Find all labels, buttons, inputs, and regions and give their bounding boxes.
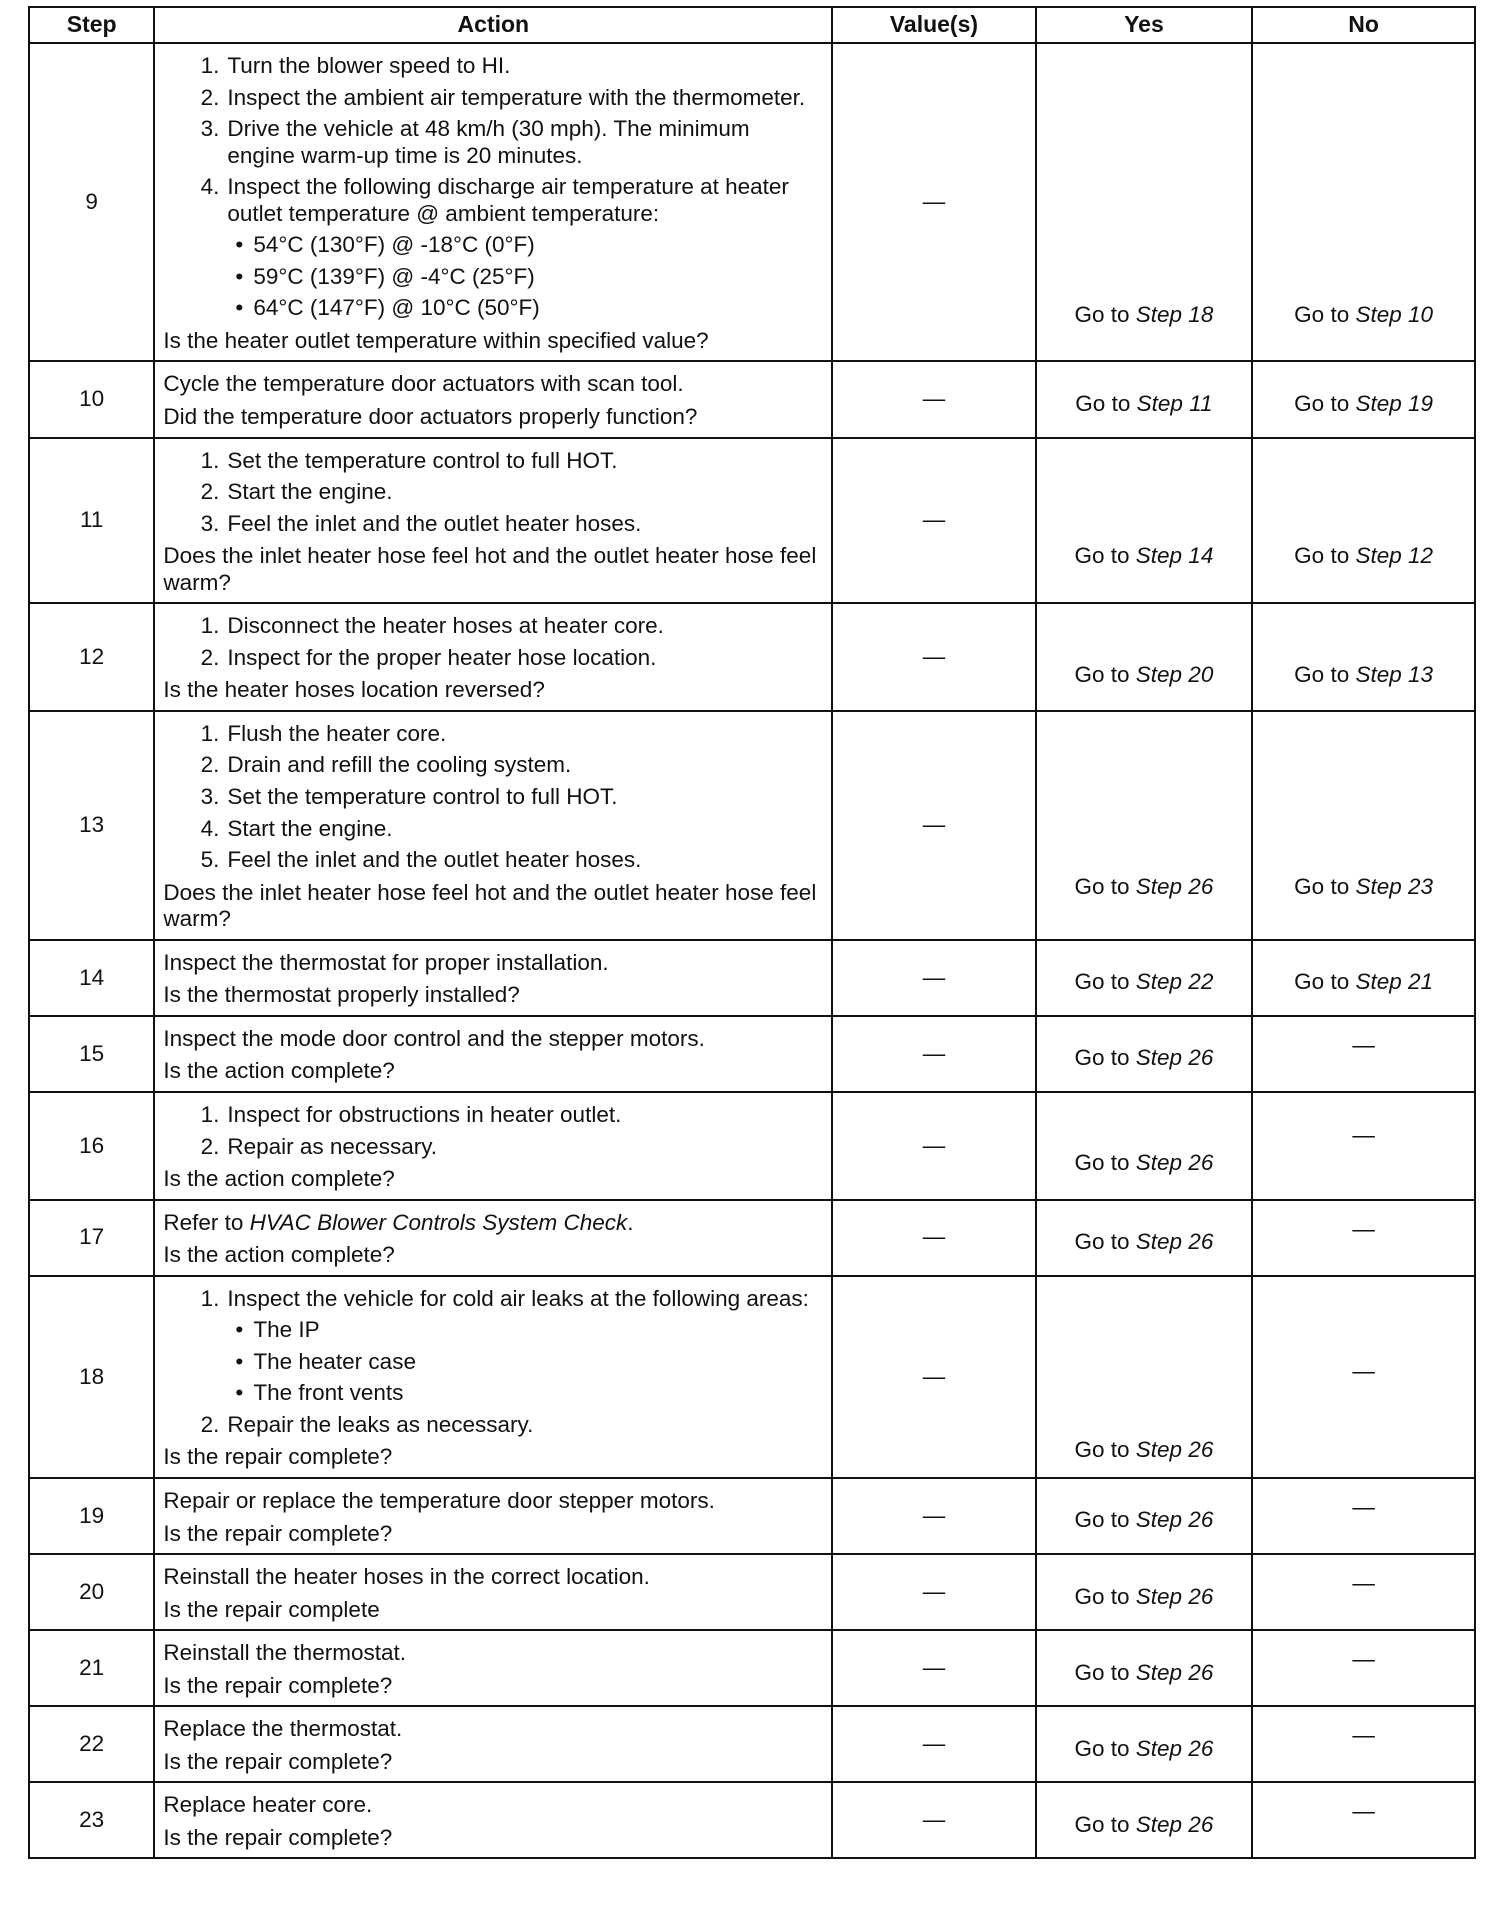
- numbered-item: [183, 174, 823, 227]
- value-cell: —: [832, 438, 1035, 604]
- value-cell: —: [832, 43, 1035, 361]
- goto-step: Step 26: [1135, 1437, 1214, 1463]
- goto-step: Step 13: [1355, 661, 1434, 687]
- question-text: Is the heater outlet temperature within specified value?: [163, 327, 709, 353]
- numbered-item: [183, 511, 823, 538]
- bullet-dot: •: [235, 295, 244, 321]
- no-dash: —: [1352, 1722, 1375, 1748]
- goto-step: Step 26: [1135, 1583, 1214, 1609]
- goto-step: Step 12: [1355, 543, 1434, 569]
- item-text: Inspect for obstructions in heater outlet.: [227, 1101, 622, 1127]
- no-cell-inner: [1253, 1555, 1474, 1613]
- goto-step: Step 10: [1355, 302, 1434, 328]
- no-goto-link[interactable]: [1253, 969, 1474, 996]
- yes-goto-link[interactable]: [1037, 1150, 1252, 1177]
- table-row: [29, 1554, 1475, 1630]
- refer-prefix: Refer to: [163, 1209, 250, 1235]
- diagnostic-table: [28, 6, 1476, 1859]
- no-cell: [1252, 1554, 1475, 1630]
- action-cell: [154, 43, 832, 361]
- no-cell: [1252, 603, 1475, 711]
- item-text: Disconnect the heater hoses at heater core.: [227, 613, 664, 639]
- no-cell-inner: [1253, 1479, 1474, 1537]
- table-row: [29, 711, 1475, 940]
- no-goto-link[interactable]: [1253, 302, 1474, 329]
- table-row: [29, 1782, 1475, 1858]
- no-goto-link[interactable]: [1253, 391, 1474, 418]
- goto-step: Step 18: [1135, 302, 1214, 328]
- action-cell: [154, 1554, 832, 1630]
- numbered-item: [183, 1412, 823, 1439]
- value-cell: —: [832, 1706, 1035, 1782]
- value-cell: —: [832, 1630, 1035, 1706]
- bullet-item: [235, 295, 823, 322]
- bullet-text: The IP: [253, 1317, 320, 1343]
- value-cell: —: [832, 1554, 1035, 1630]
- goto-prefix: Go to: [1074, 874, 1136, 900]
- yes-cell: [1036, 1706, 1253, 1782]
- item-text: Feel the inlet and the outlet heater hoses.: [227, 510, 642, 536]
- step-number: 21: [29, 1630, 154, 1706]
- no-dash: —: [1352, 1032, 1375, 1058]
- yes-cell-inner: [1037, 1783, 1252, 1841]
- question-text: Is the repair complete?: [163, 1444, 393, 1470]
- table-header-row: [29, 7, 1475, 43]
- question-text: Did the temperature door actuators properly function?: [163, 404, 698, 430]
- item-text: Set the temperature control to full HOT.: [227, 784, 618, 810]
- question-text: Is the action complete?: [163, 1058, 395, 1084]
- action-cell: [154, 1200, 832, 1276]
- yes-cell-inner: [1037, 1201, 1252, 1259]
- no-cell: [1252, 361, 1475, 437]
- no-goto-link[interactable]: [1253, 662, 1474, 689]
- goto-step: Step 26: [1135, 1811, 1214, 1837]
- yes-cell-inner: [1037, 1277, 1252, 1467]
- item-number: 3.: [200, 510, 220, 536]
- goto-prefix: Go to: [1074, 1229, 1136, 1255]
- numbered-item: [183, 645, 823, 672]
- numbered-item: [183, 613, 823, 640]
- goto-step: Step 26: [1135, 1659, 1214, 1685]
- question-text: Is the action complete?: [163, 1166, 395, 1192]
- value-cell: —: [832, 1478, 1035, 1554]
- action-line: Cycle the temperature door actuators with scan tool.: [163, 371, 684, 397]
- item-number: 3.: [200, 784, 220, 810]
- goto-step: Step 14: [1135, 543, 1214, 569]
- table-row: [29, 1630, 1475, 1706]
- item-text: Set the temperature control to full HOT.: [227, 447, 618, 473]
- yes-goto-link[interactable]: [1037, 1584, 1252, 1611]
- yes-cell-inner: [1037, 439, 1252, 573]
- goto-prefix: Go to: [1074, 1583, 1136, 1609]
- yes-cell: [1036, 603, 1253, 711]
- table-row: [29, 1706, 1475, 1782]
- yes-cell: [1036, 1630, 1253, 1706]
- item-number: 4.: [200, 174, 220, 200]
- no-cell: [1252, 1016, 1475, 1092]
- yes-cell-inner: [1037, 1479, 1252, 1537]
- item-number: 1.: [200, 720, 220, 746]
- item-text: Feel the inlet and the outlet heater hoses.: [227, 847, 642, 873]
- value-cell: —: [832, 361, 1035, 437]
- item-number: 3.: [200, 116, 220, 142]
- question-text: Does the inlet heater hose feel hot and the outlet heater hose feel warm?: [163, 879, 817, 932]
- diagnostic-table-sheet: [28, 6, 1476, 1859]
- goto-prefix: Go to: [1074, 302, 1136, 328]
- question-text: Is the repair complete?: [163, 1672, 393, 1698]
- yes-cell: [1036, 438, 1253, 604]
- goto-prefix: Go to: [1294, 543, 1356, 569]
- action-line: Replace the thermostat.: [163, 1716, 403, 1742]
- no-cell: [1252, 1276, 1475, 1478]
- question-text: Is the repair complete: [163, 1596, 380, 1622]
- numbered-item: [183, 85, 823, 112]
- step-number: 13: [29, 711, 154, 940]
- table-row: [29, 1276, 1475, 1478]
- bullet-dot: •: [235, 232, 244, 258]
- bullet-text: The front vents: [253, 1380, 404, 1406]
- bullet-dot: •: [235, 1380, 244, 1406]
- action-line: Repair or replace the temperature door stepper motors.: [163, 1487, 715, 1513]
- bullet-dot: •: [235, 1317, 244, 1343]
- action-cell: [154, 361, 832, 437]
- yes-cell-inner: [1037, 712, 1252, 904]
- no-dash: —: [1352, 1570, 1375, 1596]
- goto-prefix: Go to: [1074, 1045, 1136, 1071]
- header-action: Action: [154, 7, 832, 43]
- action-cell: [154, 711, 832, 940]
- yes-cell-inner: [1037, 362, 1252, 420]
- bullet-item: [235, 232, 823, 259]
- no-cell: [1252, 43, 1475, 361]
- table-row: [29, 1016, 1475, 1092]
- item-text: Drive the vehicle at 48 km/h (30 mph). The minimum engine warm-up time is 20 minutes.: [227, 116, 750, 168]
- yes-cell-inner: [1037, 1555, 1252, 1613]
- refer-suffix: .: [627, 1209, 634, 1235]
- item-number: 1.: [200, 613, 220, 639]
- step-number: 14: [29, 940, 154, 1016]
- no-cell: [1252, 1200, 1475, 1276]
- no-goto-link[interactable]: [1253, 874, 1474, 901]
- no-cell-inner: [1253, 1707, 1474, 1765]
- item-text: Repair as necessary.: [227, 1133, 438, 1159]
- question-text: Is the repair complete?: [163, 1520, 393, 1546]
- goto-step: Step 26: [1135, 874, 1214, 900]
- question-text: Is the action complete?: [163, 1242, 395, 1268]
- numbered-item: [183, 1134, 823, 1161]
- goto-prefix: Go to: [1074, 661, 1136, 687]
- yes-goto-link[interactable]: [1037, 1229, 1252, 1256]
- goto-step: Step 11: [1136, 390, 1213, 416]
- numbered-item: [183, 116, 823, 169]
- numbered-item: [183, 53, 823, 80]
- no-cell: [1252, 1630, 1475, 1706]
- no-cell-inner: [1253, 362, 1474, 420]
- bullet-item: [235, 1380, 823, 1407]
- bullet-text: 54°C (130°F) @ -18°C (0°F): [253, 232, 535, 258]
- goto-prefix: Go to: [1294, 874, 1356, 900]
- bullet-text: 64°C (147°F) @ 10°C (50°F): [253, 295, 540, 321]
- goto-step: Step 21: [1355, 969, 1434, 995]
- no-cell: [1252, 1706, 1475, 1782]
- yes-cell: [1036, 711, 1253, 940]
- yes-cell: [1036, 1782, 1253, 1858]
- goto-step: Step 19: [1355, 390, 1434, 416]
- goto-prefix: Go to: [1294, 390, 1356, 416]
- header-values: Value(s): [832, 7, 1035, 43]
- item-number: 1.: [200, 1285, 220, 1311]
- numbered-item: [183, 752, 823, 779]
- numbered-item: [183, 816, 823, 843]
- item-text: Inspect for the proper heater hose location.: [227, 644, 657, 670]
- yes-cell: [1036, 1276, 1253, 1478]
- no-cell-inner: [1253, 1277, 1474, 1467]
- yes-cell-inner: [1037, 1093, 1252, 1180]
- table-row: [29, 1200, 1475, 1276]
- goto-prefix: Go to: [1074, 1437, 1136, 1463]
- yes-goto-link[interactable]: [1037, 391, 1252, 418]
- step-number: 10: [29, 361, 154, 437]
- yes-goto-link[interactable]: [1037, 1736, 1252, 1763]
- yes-goto-link[interactable]: [1037, 1437, 1252, 1464]
- item-number: 4.: [200, 815, 220, 841]
- table-row: [29, 940, 1475, 1016]
- no-cell-inner: [1253, 1017, 1474, 1075]
- action-line: Replace heater core.: [163, 1792, 373, 1818]
- action-cell: [154, 1016, 832, 1092]
- value-cell: —: [832, 1092, 1035, 1200]
- action-line: [163, 1210, 823, 1237]
- no-dash: —: [1352, 1646, 1375, 1672]
- step-number: 15: [29, 1016, 154, 1092]
- no-cell: [1252, 438, 1475, 604]
- no-cell: [1252, 1478, 1475, 1554]
- value-cell: —: [832, 711, 1035, 940]
- action-cell: [154, 1276, 832, 1478]
- action-line: Inspect the mode door control and the stepper motors.: [163, 1025, 705, 1051]
- yes-cell-inner: [1037, 941, 1252, 999]
- goto-prefix: Go to: [1294, 302, 1356, 328]
- no-cell-inner: [1253, 712, 1474, 904]
- no-cell-inner: [1253, 1093, 1474, 1180]
- yes-cell-inner: [1037, 1707, 1252, 1765]
- action-cell: [154, 1630, 832, 1706]
- table-row: [29, 1478, 1475, 1554]
- step-number: 11: [29, 438, 154, 604]
- no-dash: —: [1352, 1494, 1375, 1520]
- action-cell: [154, 1782, 832, 1858]
- value-cell: —: [832, 603, 1035, 711]
- item-number: 1.: [200, 447, 220, 473]
- step-number: 19: [29, 1478, 154, 1554]
- yes-goto-link[interactable]: [1037, 1660, 1252, 1687]
- item-number: 5.: [200, 847, 220, 873]
- no-goto-link[interactable]: [1253, 543, 1474, 570]
- yes-cell: [1036, 940, 1253, 1016]
- no-cell-inner: [1253, 1201, 1474, 1259]
- table-row: [29, 43, 1475, 361]
- yes-cell: [1036, 1200, 1253, 1276]
- no-cell-inner: [1253, 44, 1474, 332]
- no-cell: [1252, 711, 1475, 940]
- goto-prefix: Go to: [1294, 661, 1356, 687]
- action-line: Reinstall the heater hoses in the correct location.: [163, 1564, 650, 1590]
- yes-goto-link[interactable]: [1037, 969, 1252, 996]
- value-cell: —: [832, 1016, 1035, 1092]
- yes-cell: [1036, 1016, 1253, 1092]
- numbered-item: [183, 448, 823, 475]
- question-text: Is the repair complete?: [163, 1748, 393, 1774]
- yes-goto-link[interactable]: [1037, 1045, 1252, 1072]
- numbered-item: [183, 1286, 823, 1313]
- yes-cell: [1036, 1554, 1253, 1630]
- bullet-text: The heater case: [253, 1348, 416, 1374]
- table-row: [29, 603, 1475, 711]
- action-cell: [154, 940, 832, 1016]
- no-cell: [1252, 940, 1475, 1016]
- action-cell: [154, 438, 832, 604]
- goto-step: Step 26: [1135, 1735, 1214, 1761]
- bullet-text: 59°C (139°F) @ -4°C (25°F): [253, 263, 535, 289]
- no-dash: —: [1352, 1799, 1375, 1825]
- goto-prefix: Go to: [1074, 543, 1136, 569]
- no-dash: —: [1352, 1216, 1375, 1242]
- yes-goto-link[interactable]: [1037, 662, 1252, 689]
- goto-prefix: Go to: [1074, 969, 1136, 995]
- numbered-item: [183, 1102, 823, 1129]
- yes-cell-inner: [1037, 1631, 1252, 1689]
- yes-cell: [1036, 1478, 1253, 1554]
- question-text: Is the heater hoses location reversed?: [163, 677, 545, 703]
- action-line: Inspect the thermostat for proper installation.: [163, 949, 609, 975]
- goto-prefix: Go to: [1075, 390, 1137, 416]
- item-number: 2.: [200, 1411, 220, 1437]
- goto-prefix: Go to: [1294, 969, 1356, 995]
- no-cell-inner: [1253, 941, 1474, 999]
- bullet-dot: •: [235, 1348, 244, 1374]
- goto-prefix: Go to: [1074, 1659, 1136, 1685]
- yes-cell-inner: [1037, 604, 1252, 691]
- bullet-item: [235, 1349, 823, 1376]
- yes-cell: [1036, 43, 1253, 361]
- step-number: 12: [29, 603, 154, 711]
- numbered-item: [183, 479, 823, 506]
- value-cell: —: [832, 940, 1035, 1016]
- no-cell-inner: [1253, 1631, 1474, 1689]
- value-cell: —: [832, 1200, 1035, 1276]
- value-cell: —: [832, 1276, 1035, 1478]
- goto-step: Step 23: [1355, 874, 1434, 900]
- yes-goto-link[interactable]: [1037, 1812, 1252, 1839]
- item-number: 2.: [200, 644, 220, 670]
- table-row: [29, 361, 1475, 437]
- action-cell: [154, 1706, 832, 1782]
- table-row: [29, 1092, 1475, 1200]
- action-cell: [154, 1092, 832, 1200]
- item-number: 2.: [200, 84, 220, 110]
- header-step: Step: [29, 7, 154, 43]
- yes-goto-link[interactable]: [1037, 1507, 1252, 1534]
- item-number: 1.: [200, 1101, 220, 1127]
- step-number: 20: [29, 1554, 154, 1630]
- item-text: Inspect the vehicle for cold air leaks at the following areas:: [227, 1285, 809, 1311]
- item-number: 1.: [200, 53, 220, 78]
- yes-goto-link[interactable]: [1037, 543, 1252, 570]
- item-text: Flush the heater core.: [227, 720, 447, 746]
- no-cell-inner: [1253, 439, 1474, 573]
- yes-goto-link[interactable]: [1037, 874, 1252, 901]
- action-cell: [154, 1478, 832, 1554]
- no-cell: [1252, 1782, 1475, 1858]
- question-text: Is the repair complete?: [163, 1824, 393, 1850]
- numbered-item: [183, 847, 823, 874]
- step-number: 22: [29, 1706, 154, 1782]
- goto-step: Step 26: [1135, 1150, 1214, 1176]
- step-number: 9: [29, 43, 154, 361]
- item-text: Turn the blower speed to HI.: [227, 53, 511, 78]
- bullet-item: [235, 1317, 823, 1344]
- step-number: 16: [29, 1092, 154, 1200]
- no-cell-inner: [1253, 604, 1474, 691]
- item-text: Inspect the ambient air temperature with the thermometer.: [227, 84, 806, 110]
- goto-step: Step 26: [1135, 1229, 1214, 1255]
- yes-cell-inner: [1037, 1017, 1252, 1075]
- bullet-item: [235, 264, 823, 291]
- item-number: 2.: [200, 1133, 220, 1159]
- no-cell-inner: [1253, 1783, 1474, 1841]
- refer-link[interactable]: HVAC Blower Controls System Check: [249, 1209, 628, 1235]
- goto-step: Step 26: [1135, 1045, 1214, 1071]
- item-text: Repair the leaks as necessary.: [227, 1411, 534, 1437]
- question-text: Is the thermostat properly installed?: [163, 982, 520, 1008]
- header-yes: Yes: [1036, 7, 1253, 43]
- action-cell: [154, 603, 832, 711]
- item-text: Inspect the following discharge air temperature at heater outlet temperature @ ambient temperature:: [227, 174, 789, 226]
- yes-cell: [1036, 361, 1253, 437]
- item-text: Start the engine.: [227, 479, 393, 505]
- bullet-dot: •: [235, 263, 244, 289]
- goto-step: Step 26: [1135, 1507, 1214, 1533]
- yes-cell-inner: [1037, 44, 1252, 332]
- value-cell: —: [832, 1782, 1035, 1858]
- action-line: Reinstall the thermostat.: [163, 1640, 406, 1666]
- numbered-item: [183, 721, 823, 748]
- item-text: Start the engine.: [227, 815, 393, 841]
- item-text: Drain and refill the cooling system.: [227, 752, 572, 778]
- item-number: 2.: [200, 479, 220, 505]
- no-dash: —: [1352, 1123, 1375, 1149]
- no-dash: —: [1352, 1358, 1375, 1384]
- table-row: [29, 438, 1475, 604]
- step-number: 18: [29, 1276, 154, 1478]
- yes-goto-link[interactable]: [1037, 302, 1252, 329]
- item-number: 2.: [200, 752, 220, 778]
- header-no: No: [1252, 7, 1475, 43]
- no-cell: [1252, 1092, 1475, 1200]
- goto-prefix: Go to: [1074, 1811, 1136, 1837]
- step-number: 23: [29, 1782, 154, 1858]
- goto-prefix: Go to: [1074, 1507, 1136, 1533]
- numbered-item: [183, 784, 823, 811]
- goto-step: Step 22: [1135, 969, 1214, 995]
- question-text: Does the inlet heater hose feel hot and the outlet heater hose feel warm?: [163, 543, 817, 595]
- step-number: 17: [29, 1200, 154, 1276]
- goto-prefix: Go to: [1074, 1150, 1136, 1176]
- goto-step: Step 20: [1135, 661, 1214, 687]
- goto-prefix: Go to: [1074, 1735, 1136, 1761]
- yes-cell: [1036, 1092, 1253, 1200]
